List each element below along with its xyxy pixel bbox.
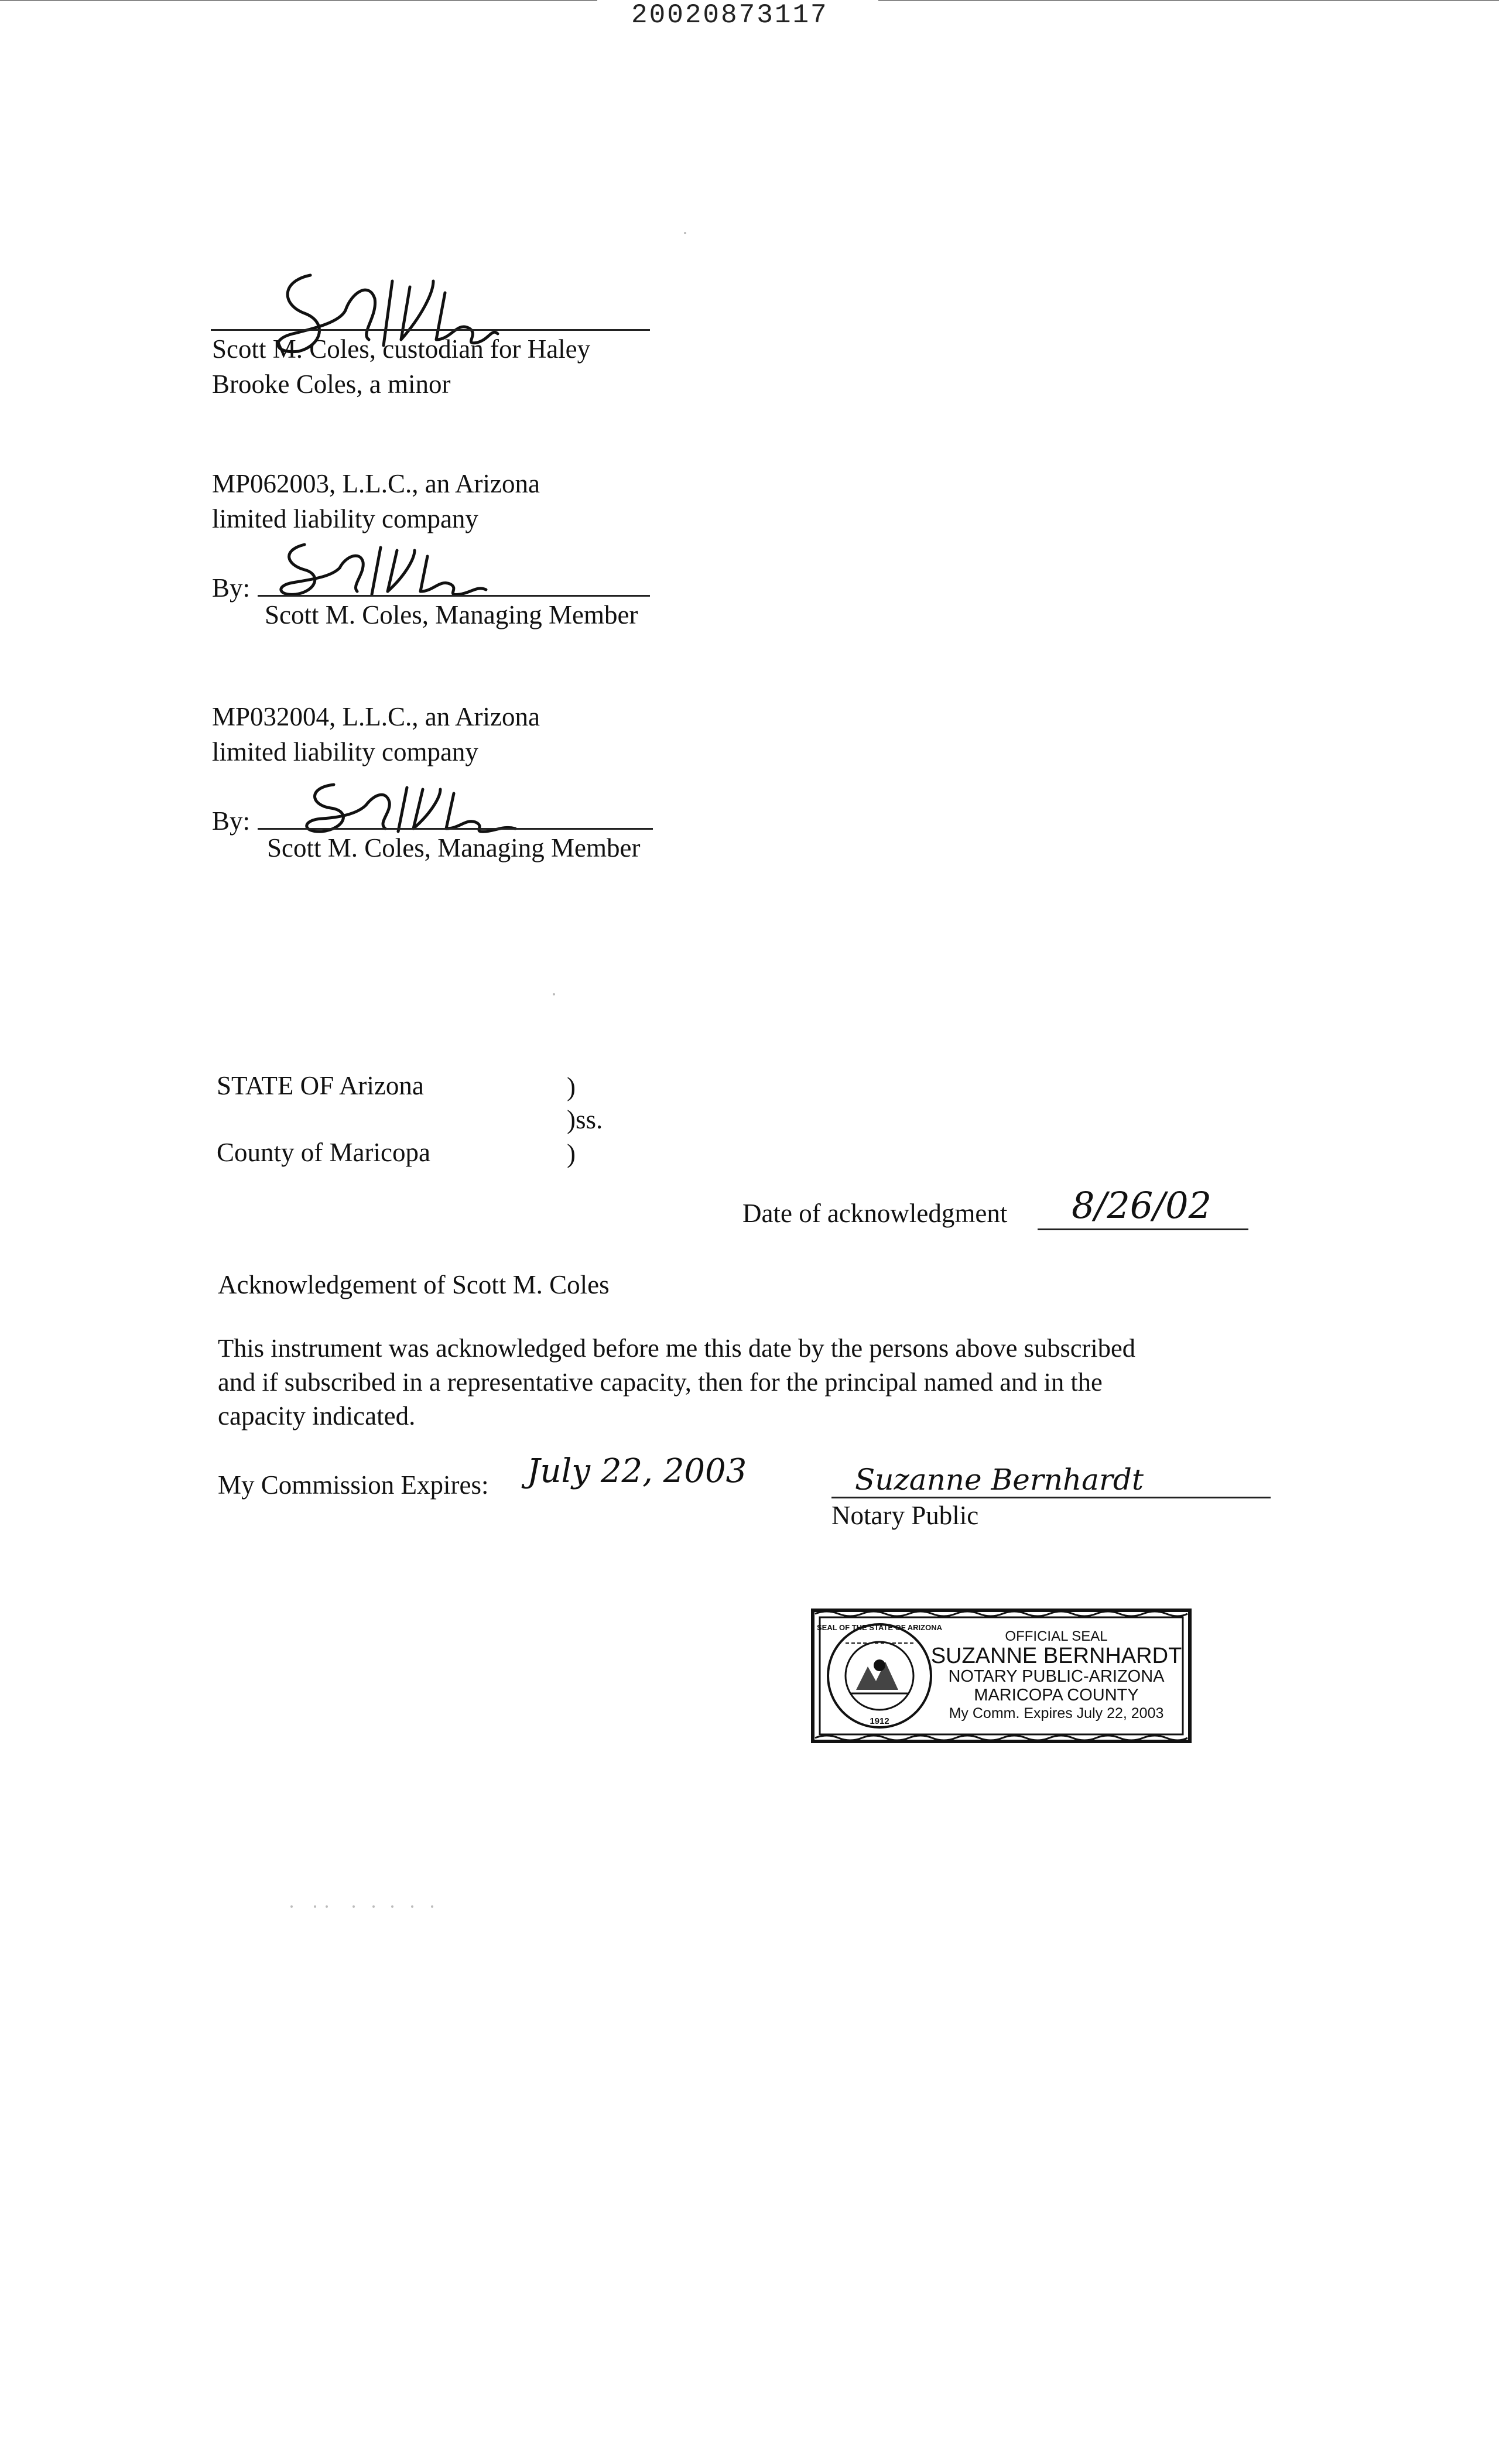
venue-paren-bottom: ) — [567, 1139, 576, 1168]
commission-label: My Commission Expires: — [218, 1470, 489, 1500]
top-rule-left — [0, 0, 597, 1]
entity-name-1: MP062003, L.L.C., an Arizona — [212, 469, 540, 498]
by-line-2 — [258, 828, 653, 830]
scan-speck — [391, 1905, 393, 1908]
ack-of-label: Acknowledgement of Scott M. Coles — [218, 1270, 610, 1299]
ack-body-line-1: This instrument was acknowledged before me this date by the persons above subscribed — [218, 1333, 1135, 1363]
by-line-1 — [258, 595, 650, 597]
seal-year: 1912 — [870, 1716, 889, 1726]
scan-speck — [326, 1905, 328, 1908]
venue-paren-top: ) — [567, 1072, 576, 1101]
by-label-2: By: — [212, 806, 251, 836]
venue-county: County of Maricopa — [217, 1138, 430, 1167]
ack-date-label: Date of acknowledgment — [742, 1199, 1008, 1228]
ack-body-line-2: and if subscribed in a representative capacity, then for the principal named and in the — [218, 1367, 1103, 1397]
seal-title: OFFICIAL SEAL — [1005, 1628, 1108, 1644]
seal-notary-name: SUZANNE BERNHARDT — [930, 1644, 1182, 1668]
signer-line-2: Brooke Coles, a minor — [212, 369, 451, 399]
signer-line-1: Scott M. Coles, custodian for Haley — [212, 334, 591, 364]
scan-speck — [290, 1905, 293, 1908]
scan-speck — [411, 1905, 413, 1908]
scan-speck — [314, 1905, 316, 1908]
entity-name-2: MP032004, L.L.C., an Arizona — [212, 702, 540, 731]
notary-signature: Suzanne Bernhardt — [855, 1463, 1144, 1497]
venue-ss: )ss. — [567, 1105, 603, 1134]
document-number: 20020873117 — [631, 0, 829, 30]
scan-speck — [684, 232, 686, 234]
seal-line-1: NOTARY PUBLIC-ARIZONA — [948, 1667, 1165, 1686]
signer-title-1: Scott M. Coles, Managing Member — [265, 600, 638, 629]
entity-type-1: limited liability company — [212, 504, 478, 533]
venue-state: STATE OF Arizona — [217, 1071, 424, 1100]
signer-title-2: Scott M. Coles, Managing Member — [267, 833, 641, 863]
state-seal-icon — [828, 1624, 931, 1727]
signature-line-1 — [211, 329, 650, 331]
seal-line-2: MARICOPA COUNTY — [974, 1686, 1139, 1705]
top-rule-right — [878, 0, 1499, 1]
notary-seal-stamp — [810, 1608, 1192, 1744]
scan-speck — [372, 1905, 375, 1908]
notary-signature-line — [831, 1497, 1271, 1498]
ack-date-line — [1038, 1228, 1248, 1230]
entity-type-2: limited liability company — [212, 737, 478, 766]
by-label-1: By: — [212, 573, 251, 603]
commission-expiry-date: July 22, 2003 — [527, 1452, 747, 1490]
scan-speck — [352, 1905, 355, 1908]
scan-speck — [553, 993, 555, 995]
seal-ring-text: SEAL OF THE STATE OF ARIZONA — [816, 1623, 943, 1632]
ack-body-line-3: capacity indicated. — [218, 1401, 416, 1431]
notary-public-label: Notary Public — [831, 1501, 979, 1530]
seal-line-3: My Comm. Expires July 22, 2003 — [949, 1705, 1164, 1722]
scan-speck — [431, 1905, 433, 1908]
ack-date-value: 8/26/02 — [1072, 1184, 1212, 1227]
